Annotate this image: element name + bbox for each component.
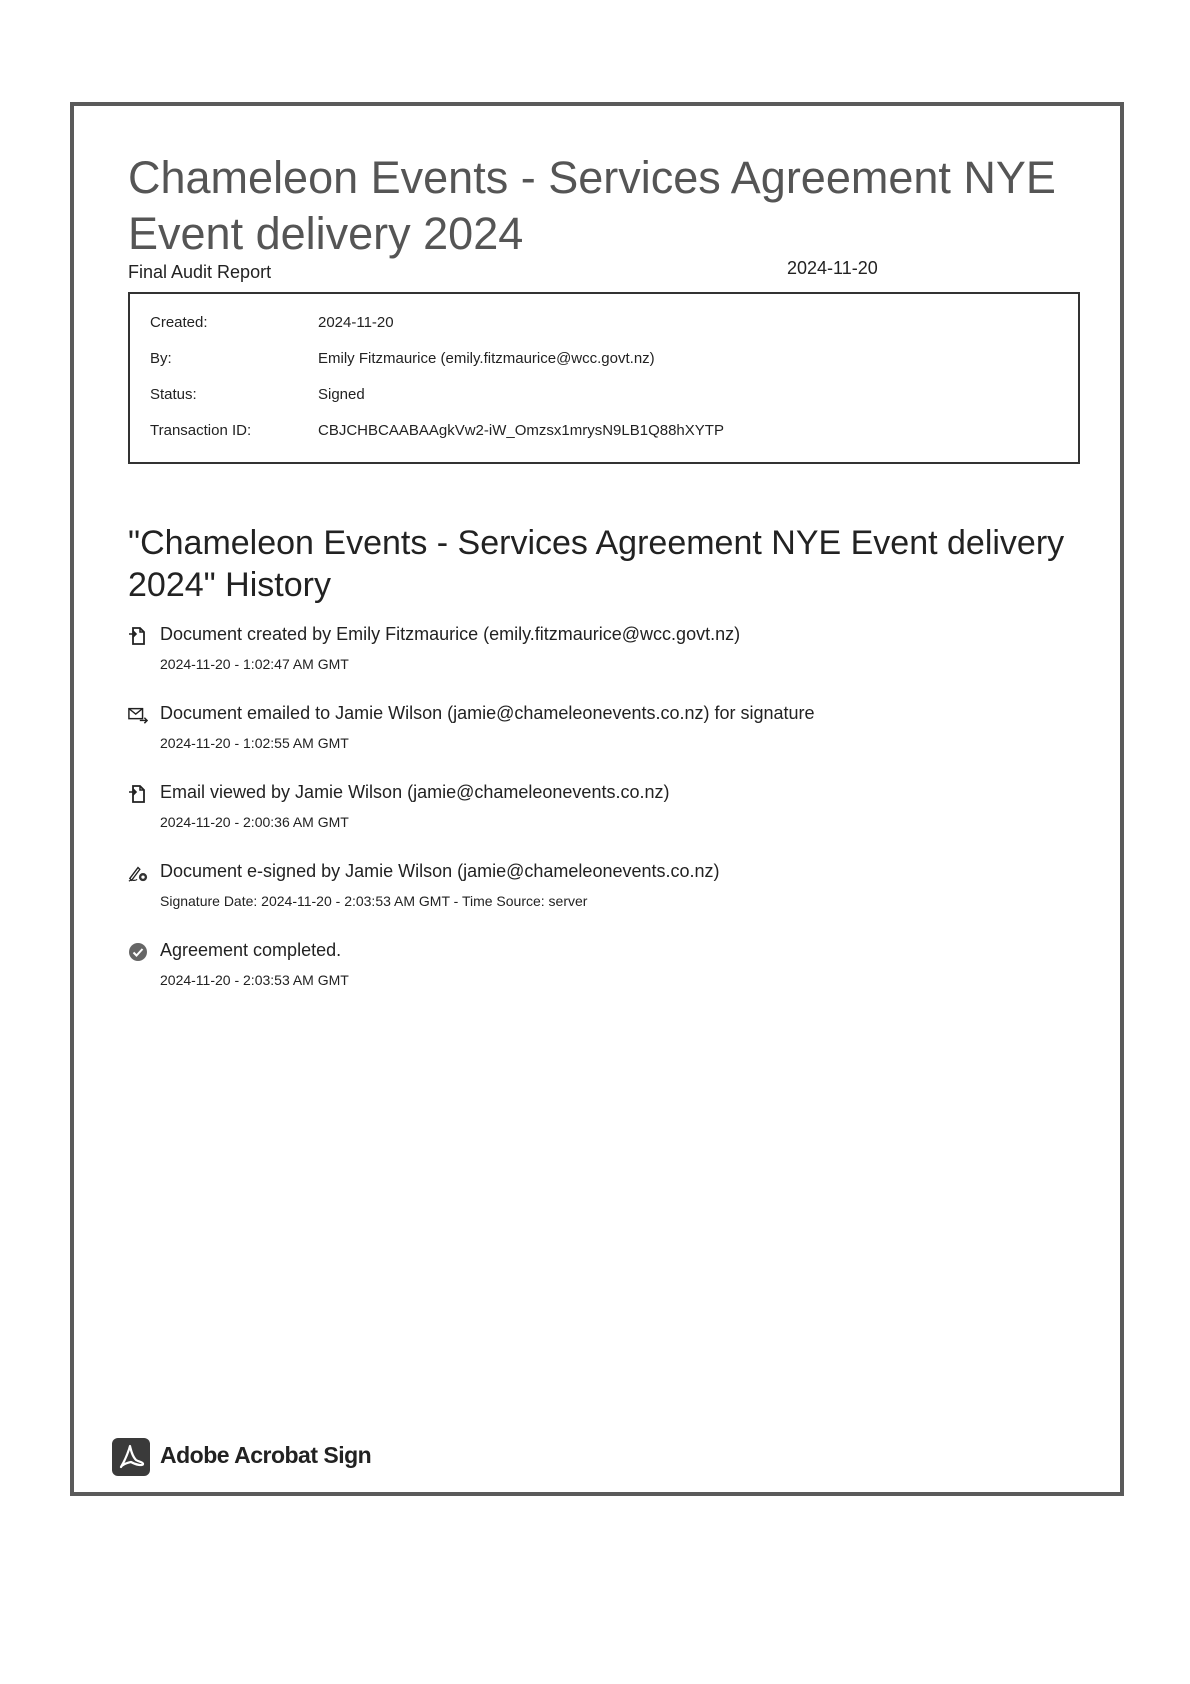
email-icon — [128, 705, 148, 725]
event-timestamp: 2024-11-20 - 1:02:47 AM GMT — [160, 656, 349, 672]
check-circle-icon — [128, 942, 148, 962]
info-label: Created: — [150, 314, 208, 331]
info-label: By: — [150, 350, 172, 367]
info-value: Signed — [318, 386, 365, 403]
event-timestamp: 2024-11-20 - 2:00:36 AM GMT — [160, 814, 349, 830]
history-title: "Chameleon Events - Services Agreement NYE Event delivery 2024" History — [128, 524, 1065, 604]
event-description: Document created by Emily Fitzmaurice (emily.fitzmaurice@wcc.govt.nz) — [160, 624, 741, 644]
event-description: Document emailed to Jamie Wilson (jamie@chameleonevents.co.nz) for signature — [160, 703, 815, 723]
brand-name: Adobe Acrobat Sign — [160, 1442, 372, 1468]
document-icon — [128, 784, 148, 804]
report-date: 2024-11-20 — [787, 258, 878, 278]
acrobat-logo-icon — [112, 1438, 150, 1476]
event-description: Agreement completed. — [160, 940, 342, 960]
info-label: Transaction ID: — [150, 422, 252, 439]
info-row-status — [150, 386, 365, 403]
info-row-by — [150, 350, 655, 367]
event-description: Email viewed by Jamie Wilson (jamie@chameleonevents.co.nz) — [160, 782, 670, 802]
info-row-transaction-id — [150, 422, 724, 439]
info-value: CBJCHBCAABAAgkVw2-iW_Omzsx1mrysN9LB1Q88hXYTP — [318, 422, 724, 439]
document-icon — [128, 626, 148, 646]
info-box — [128, 292, 1080, 464]
info-row-created — [150, 314, 394, 331]
event-timestamp: 2024-11-20 - 1:02:55 AM GMT — [160, 735, 349, 751]
event-timestamp: Signature Date: 2024-11-20 - 2:03:53 AM GMT - Time Source: server — [160, 893, 588, 909]
event-timestamp: 2024-11-20 - 2:03:53 AM GMT — [160, 972, 349, 988]
signature-icon — [128, 863, 148, 883]
info-value: Emily Fitzmaurice (emily.fitzmaurice@wcc.govt.nz) — [318, 350, 655, 367]
info-label: Status: — [150, 386, 197, 403]
event-description: Document e-signed by Jamie Wilson (jamie@chameleonevents.co.nz) — [160, 861, 720, 881]
document-title: Chameleon Events - Services Agreement NYE Event delivery 2024 — [128, 152, 1056, 259]
info-value: 2024-11-20 — [318, 314, 394, 331]
report-subtitle: Final Audit Report — [128, 262, 272, 282]
